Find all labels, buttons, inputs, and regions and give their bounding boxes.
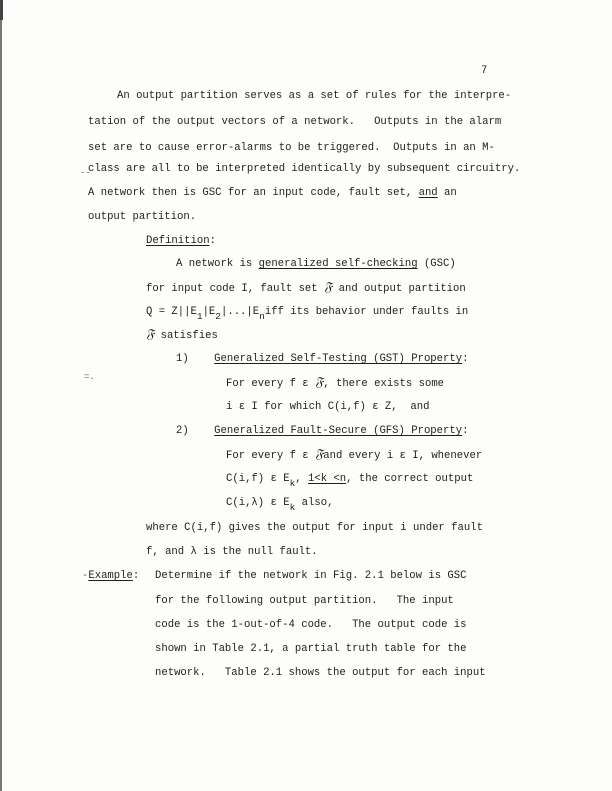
- fault-set-symbol: 𝔉: [146, 327, 155, 342]
- example-line-1: Determine if the network in Fig. 2.1 below is GSC: [155, 570, 467, 582]
- gfs-line-3: C(i,λ) ε Ek also,: [226, 497, 334, 513]
- gfs-line-2: C(i,f) ε Ek, 1<k <n, the correct output: [226, 473, 474, 489]
- definition-heading: Definition:: [146, 235, 216, 247]
- example-label: -Example:: [82, 570, 140, 582]
- example-line-2: for the following output partition. The input: [155, 595, 454, 607]
- gfs-heading: 2) Generalized Fault-Secure (GFS) Property:: [176, 425, 469, 437]
- gst-line-1: For every f ε 𝔉, there exists some: [226, 375, 445, 390]
- example-line-5: network. Table 2.1 shows the output for each input: [155, 667, 486, 679]
- where-line-2: f, and λ is the null fault.: [146, 546, 318, 558]
- def-line-2: for input code I, fault set 𝔉 and output partition: [146, 280, 466, 295]
- gst-line-2: i ε I for which C(i,f) ε Z, and: [226, 401, 430, 413]
- page-edge: [0, 0, 2, 791]
- para1-line-3: set are to cause error-alarms to be triggered. Outputs in an M-: [88, 142, 495, 154]
- example-line-3: code is the 1-out-of-4 code. The output code is: [155, 619, 467, 631]
- page-number: 7: [481, 65, 488, 77]
- para1-line-6: output partition.: [88, 211, 197, 223]
- para1-line-2: tation of the output vectors of a network. Outputs in the alarm: [88, 116, 502, 128]
- fault-set-symbol: 𝔉: [324, 280, 333, 295]
- fault-set-symbol: 𝔉: [315, 447, 324, 462]
- margin-mark: --: [80, 168, 91, 178]
- para1-line-4: class are all to be interpreted identically by subsequent circuitry.: [88, 163, 521, 175]
- where-line-1: where C(i,f) gives the output for input i under fault: [146, 522, 483, 534]
- def-line-3: Q = Z||E1|E2|...|Eniff its behavior under faults in: [146, 306, 469, 322]
- def-line-4: 𝔉 satisfies: [146, 327, 218, 342]
- fault-set-symbol: 𝔉: [315, 375, 324, 390]
- para1-line-5: A network then is GSC for an input code, fault set, and an: [88, 187, 457, 199]
- gfs-line-1: For every f ε 𝔉and every i ε I, whenever: [226, 447, 483, 462]
- page-edge-mark: [0, 0, 3, 20]
- gst-heading: 1) Generalized Self-Testing (GST) Property:: [176, 353, 469, 365]
- margin-mark: =.: [84, 372, 95, 382]
- para1-line-1: An output partition serves as a set of rules for the interpre-: [117, 90, 512, 102]
- example-line-4: shown in Table 2.1, a partial truth table for the: [155, 643, 467, 655]
- def-line-1: A network is generalized self-checking (GSC): [176, 258, 456, 270]
